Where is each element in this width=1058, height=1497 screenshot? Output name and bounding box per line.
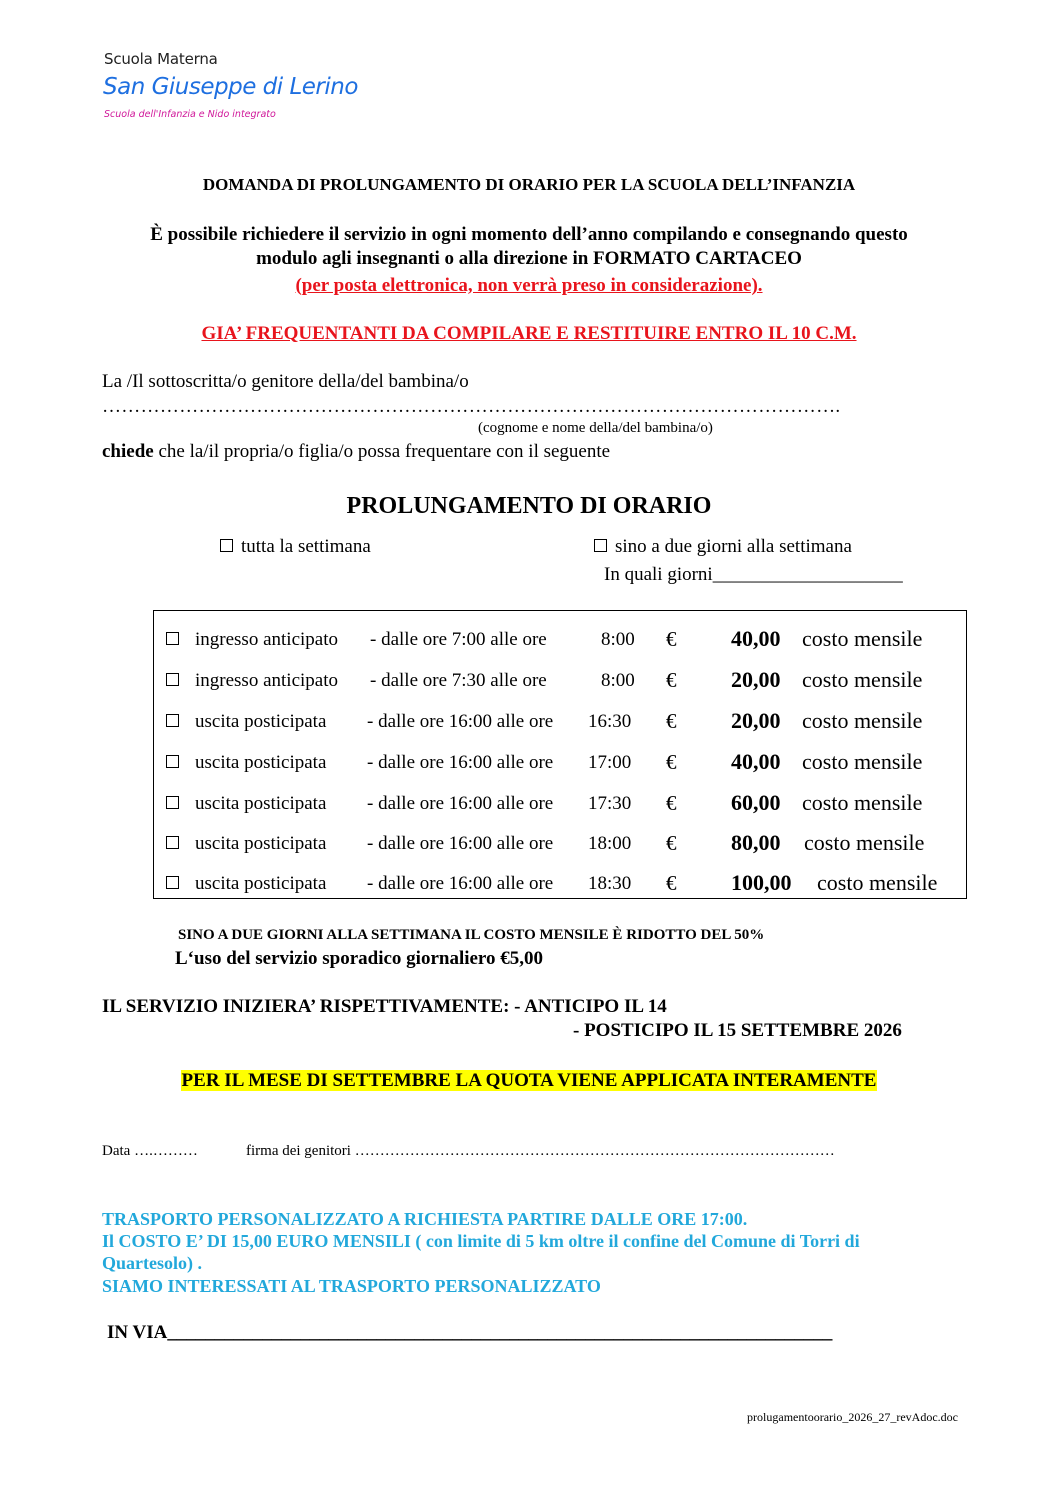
parent-label: La /Il sottoscritta/o genitore della/del bambina/o — [102, 371, 469, 392]
row-price: 40,00 — [731, 749, 781, 774]
signature-field[interactable]: firma dei genitori …………………………………………………………………………………… — [246, 1143, 835, 1159]
row-range: - dalle ore 16:00 alle ore — [367, 793, 554, 814]
option-tutta-label: tutta la settimana — [241, 536, 371, 557]
row-type: uscita posticipata — [195, 793, 327, 814]
row-end: 18:00 — [588, 833, 632, 854]
row-currency: € — [666, 791, 677, 815]
sporadic-note: L‘uso del servizio sporadico giornaliero €5,00 — [175, 948, 544, 969]
row-range: - dalle ore 16:00 alle ore — [367, 873, 554, 894]
intro-line-3 — [0, 275, 1058, 297]
option-sino-label: sino a due giorni alla settimana — [615, 536, 852, 557]
section-title: PROLUNGAMENTO DI ORARIO — [346, 493, 712, 519]
document-title: DOMANDA DI PROLUNGAMENTO DI ORARIO PER LA SCUOLA DELL’INFANZIA — [202, 175, 856, 194]
row-currency: € — [666, 750, 677, 774]
which-days-field[interactable]: In quali giorni____________________ — [604, 564, 903, 585]
row-label: costo mensile — [802, 749, 923, 774]
row-currency: € — [666, 871, 677, 895]
transport-line-3: Quartesolo) . — [102, 1253, 202, 1273]
logo-line-1: Scuola Materna — [104, 50, 218, 68]
row-range: - dalle ore 7:00 alle ore — [370, 629, 547, 650]
row-type: ingresso anticipato — [195, 670, 338, 691]
row-checkbox[interactable] — [166, 796, 179, 809]
row-label: costo mensile — [802, 708, 923, 733]
checkbox-tutta[interactable] — [220, 539, 233, 552]
deadline-text: GIA’ FREQUENTANTI DA COMPILARE E RESTITUIRE ENTRO IL 10 C.M. — [201, 323, 857, 344]
row-label: costo mensile — [804, 830, 925, 855]
row-price: 20,00 — [731, 667, 781, 692]
row-range: - dalle ore 16:00 alle ore — [367, 833, 554, 854]
row-end: 18:30 — [588, 873, 632, 894]
row-checkbox[interactable] — [166, 632, 179, 645]
row-price: 60,00 — [731, 790, 781, 815]
child-name-field[interactable]: ……………………………………………………………………………………………………. — [102, 396, 841, 417]
deadline-notice — [0, 323, 1058, 345]
row-checkbox[interactable] — [166, 755, 179, 768]
row-price: 80,00 — [731, 830, 781, 855]
logo-line-3: Scuola dell'Infanzia e Nido integrato — [104, 109, 276, 120]
row-currency: € — [666, 831, 677, 855]
row-label: costo mensile — [802, 626, 923, 651]
row-type: uscita posticipata — [195, 873, 327, 894]
date-field[interactable]: Data ….……… — [102, 1143, 198, 1159]
row-type: uscita posticipata — [195, 711, 327, 732]
row-end: 8:00 — [601, 629, 635, 650]
row-type: uscita posticipata — [195, 752, 327, 773]
chiede-bold: chiede — [102, 441, 154, 462]
row-range: - dalle ore 16:00 alle ore — [367, 752, 554, 773]
row-price: 100,00 — [731, 870, 792, 895]
chiede-rest: che la/il propria/o figlia/o possa frequentare con il seguente — [153, 441, 611, 462]
request-sentence — [102, 441, 610, 463]
start-line-2: - POSTICIPO IL 15 SETTEMBRE 2026 — [573, 1020, 902, 1041]
checkbox-sino[interactable] — [594, 539, 607, 552]
row-price: 40,00 — [731, 626, 781, 651]
footer-filename: prolugamentoorario_2026_27_revAdoc.doc — [747, 1410, 958, 1424]
row-label: costo mensile — [802, 667, 923, 692]
september-note — [0, 1070, 1058, 1092]
start-line-1: IL SERVIZIO INIZIERA’ RISPETTIVAMENTE: - ANTICIPO IL 14 — [102, 996, 667, 1017]
intro-line-2: modulo agli insegnanti o alla direzione in FORMATO CARTACEO — [256, 248, 802, 269]
row-price: 20,00 — [731, 708, 781, 733]
child-name-hint: (cognome e nome della/del bambina/o) — [478, 420, 713, 436]
row-range: - dalle ore 7:30 alle ore — [370, 670, 547, 691]
row-currency: € — [666, 668, 677, 692]
logo-school-name: San Giuseppe di Lerino — [103, 74, 358, 100]
row-end: 17:00 — [588, 752, 632, 773]
option-tutta[interactable] — [220, 536, 371, 558]
row-label: costo mensile — [802, 790, 923, 815]
email-warning: (per posta elettronica, non verrà preso in considerazione). — [295, 275, 763, 296]
transport-line-4: SIAMO INTERESSATI AL TRASPORTO PERSONALIZZATO — [102, 1276, 601, 1296]
row-checkbox[interactable] — [166, 673, 179, 686]
intro-line-1: È possibile richiedere il servizio in ogni momento dell’anno compilando e consegnando questo — [150, 224, 908, 245]
row-range: - dalle ore 16:00 alle ore — [367, 711, 554, 732]
option-sino[interactable] — [594, 536, 852, 558]
row-type: uscita posticipata — [195, 833, 327, 854]
transport-line-1: TRASPORTO PERSONALIZZATO A RICHIESTA PARTIRE DALLE ORE 17:00. — [102, 1209, 748, 1229]
row-checkbox[interactable] — [166, 876, 179, 889]
discount-note: SINO A DUE GIORNI ALLA SETTIMANA IL COSTO MENSILE È RIDOTTO DEL 50% — [178, 927, 765, 943]
september-highlight: PER IL MESE DI SETTEMBRE LA QUOTA VIENE APPLICATA INTERAMENTE — [181, 1070, 877, 1091]
row-currency: € — [666, 709, 677, 733]
row-checkbox[interactable] — [166, 836, 179, 849]
row-checkbox[interactable] — [166, 714, 179, 727]
row-currency: € — [666, 627, 677, 651]
row-end: 8:00 — [601, 670, 635, 691]
row-label: costo mensile — [817, 870, 938, 895]
address-field[interactable]: IN VIA______________________________________________________________________ — [107, 1322, 833, 1343]
transport-line-2: Il COSTO E’ DI 15,00 EURO MENSILI ( con limite di 5 km oltre il confine del Comune di Torri di — [102, 1231, 860, 1251]
price-table — [153, 610, 967, 899]
row-end: 16:30 — [588, 711, 632, 732]
row-type: ingresso anticipato — [195, 629, 338, 650]
row-end: 17:30 — [588, 793, 632, 814]
